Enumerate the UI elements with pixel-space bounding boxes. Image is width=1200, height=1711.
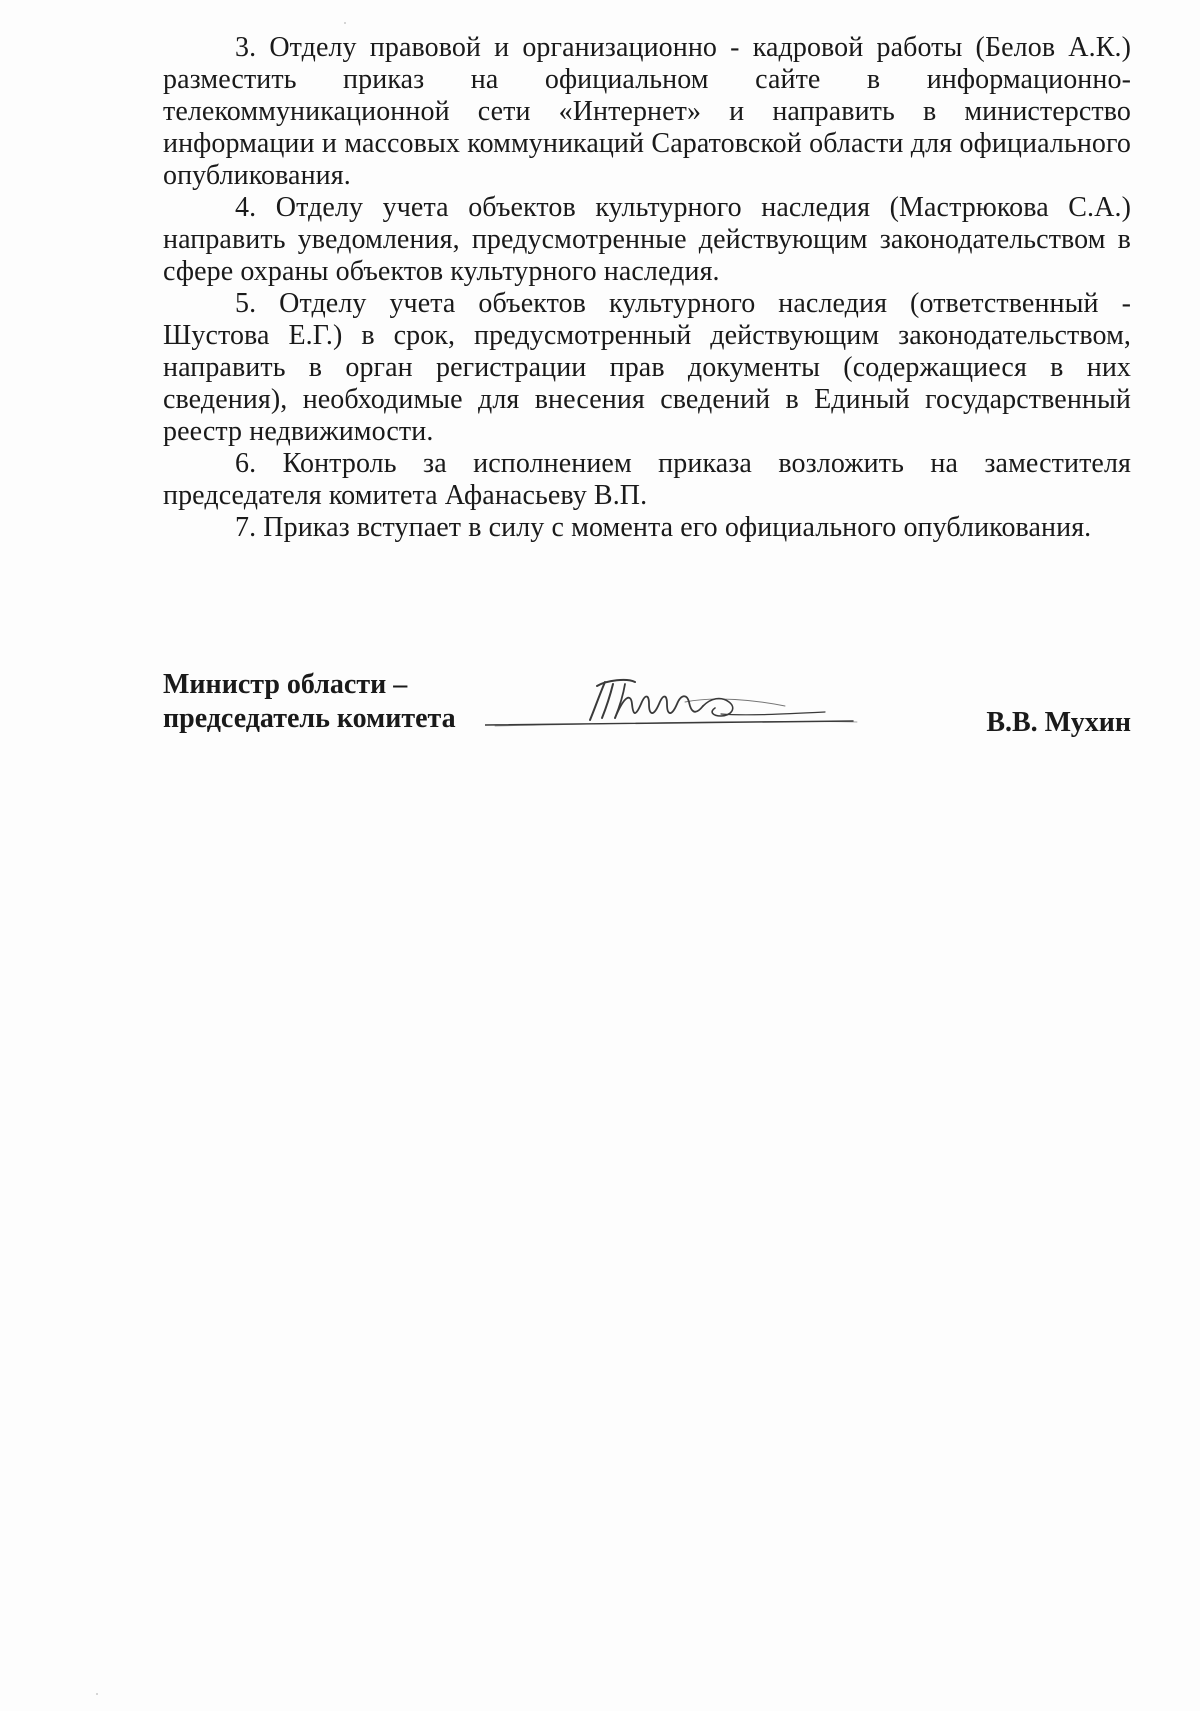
scan-speck [96, 1693, 98, 1695]
signatory-title [163, 668, 456, 736]
signatory-title-line-2: председатель комитета [163, 703, 456, 734]
paragraph-4: 4. Отделу учета объектов культурного наследия (Мастрюкова С.А.) направить уведомления, предусмотренные действующим законодательством в сфере охраны объектов культурного наследия. [163, 192, 1131, 287]
paragraph-6: 6. Контроль за исполнением приказа возложить на заместителя председателя комитета Афанасьеву В.П. [163, 448, 1131, 511]
handwritten-signature [485, 668, 865, 748]
paragraph-7: 7. Приказ вступает в силу с момента его официального опубликования. [235, 512, 1092, 543]
scan-speck [344, 22, 346, 24]
signature-block [163, 668, 1131, 758]
signatory-name: В.В. Мухин [986, 707, 1131, 738]
document-body [163, 32, 1131, 544]
paragraph-3: 3. Отделу правовой и организационно - кадровой работы (Белов А.К.) разместить приказ на официальном сайте в информационно-телекоммуникационной сети «Интернет» и направить в министерство информации и массовых коммуникаций Саратовской области для официального опубликования. [163, 32, 1131, 191]
paragraph-5: 5. Отделу учета объектов культурного наследия (ответственный - Шустова Е.Г.) в срок, предусмотренный действующим законодательством, направить в орган регистрации прав документы (содержащиеся в них сведения), необходимые для внесения сведений в Единый государственный реестр недвижимости. [163, 288, 1131, 447]
signatory-title-line-1: Министр области – [163, 669, 408, 700]
